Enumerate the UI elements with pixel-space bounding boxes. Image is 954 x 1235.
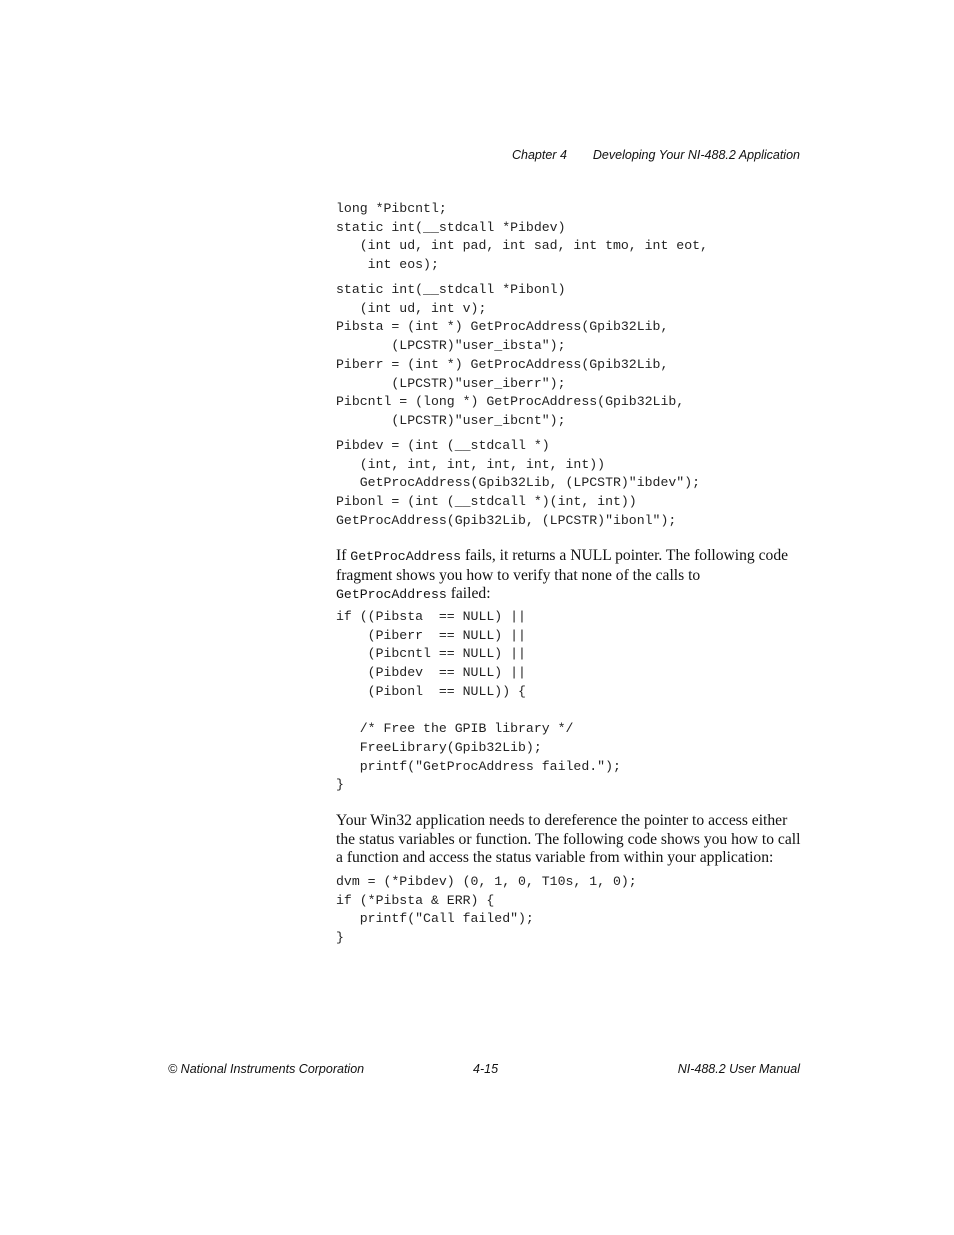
code-block-function-pointers: Pibdev = (int (__stdcall *) (int, int, int, int, int, int)) GetProcAddress(Gpib32Lib, (LPCSTR)"ibdev"); Pibonl = (int (__stdcall *)(int, int)) GetProcAddress(Gpib32Lib, (LPCSTR)"ibonl"); — [336, 438, 701, 528]
paragraph-dereference: Your Win32 application needs to dereference the pointer to access either the status variables or function. The following code shows you how to call a function and access the status variable from within your application: — [336, 812, 801, 866]
footer-manual-title: NI-488.2 User Manual — [677, 1062, 800, 1076]
footer-page-number: 4-15 — [473, 1062, 499, 1076]
inline-code-getprocaddress: GetProcAddress — [336, 587, 447, 602]
running-header — [512, 148, 800, 162]
code-block-call-example: dvm = (*Pibdev) (0, 1, 0, T10s, 1, 0); if (*Pibsta & ERR) { printf("Call failed"); } — [336, 874, 637, 946]
inline-code-getprocaddress: GetProcAddress — [350, 549, 462, 564]
chapter-label: Chapter 4 — [512, 148, 567, 162]
paragraph-null-pointer: If GetProcAddress fails, it returns a NULL pointer. The following code fragment shows you how to verify that none of the calls to GetProcAddress failed: — [336, 547, 789, 602]
code-block-getprocaddress: static int(__stdcall *Pibonl) (int ud, int v); Pibsta = (int *) GetProcAddress(Gpib32Lib, (LPCSTR)"user_ibsta"); Piberr = (int *) GetProcAddress(Gpib32Lib, (LPCSTR)"user_iberr"); Pibcntl = (long *) GetProcAddress(Gpib32Lib, (LPCSTR)"user_ibcnt"); — [336, 282, 685, 428]
code-block-null-check: if ((Pibsta == NULL) || (Piberr == NULL) || (Pibcntl == NULL) || (Pibdev == NULL) || (Pibonl == NULL)) { /* Free the GPIB library */ FreeLibrary(Gpib32Lib); printf("GetProcAddress failed."); } — [336, 609, 621, 793]
code-block-declarations: long *Pibcntl; static int(__stdcall *Pibdev) (int ud, int pad, int sad, int tmo, int eot, int eos); — [336, 201, 708, 273]
chapter-title: Developing Your NI-488.2 Application — [592, 148, 800, 162]
footer-copyright: © National Instruments Corporation — [168, 1062, 365, 1076]
